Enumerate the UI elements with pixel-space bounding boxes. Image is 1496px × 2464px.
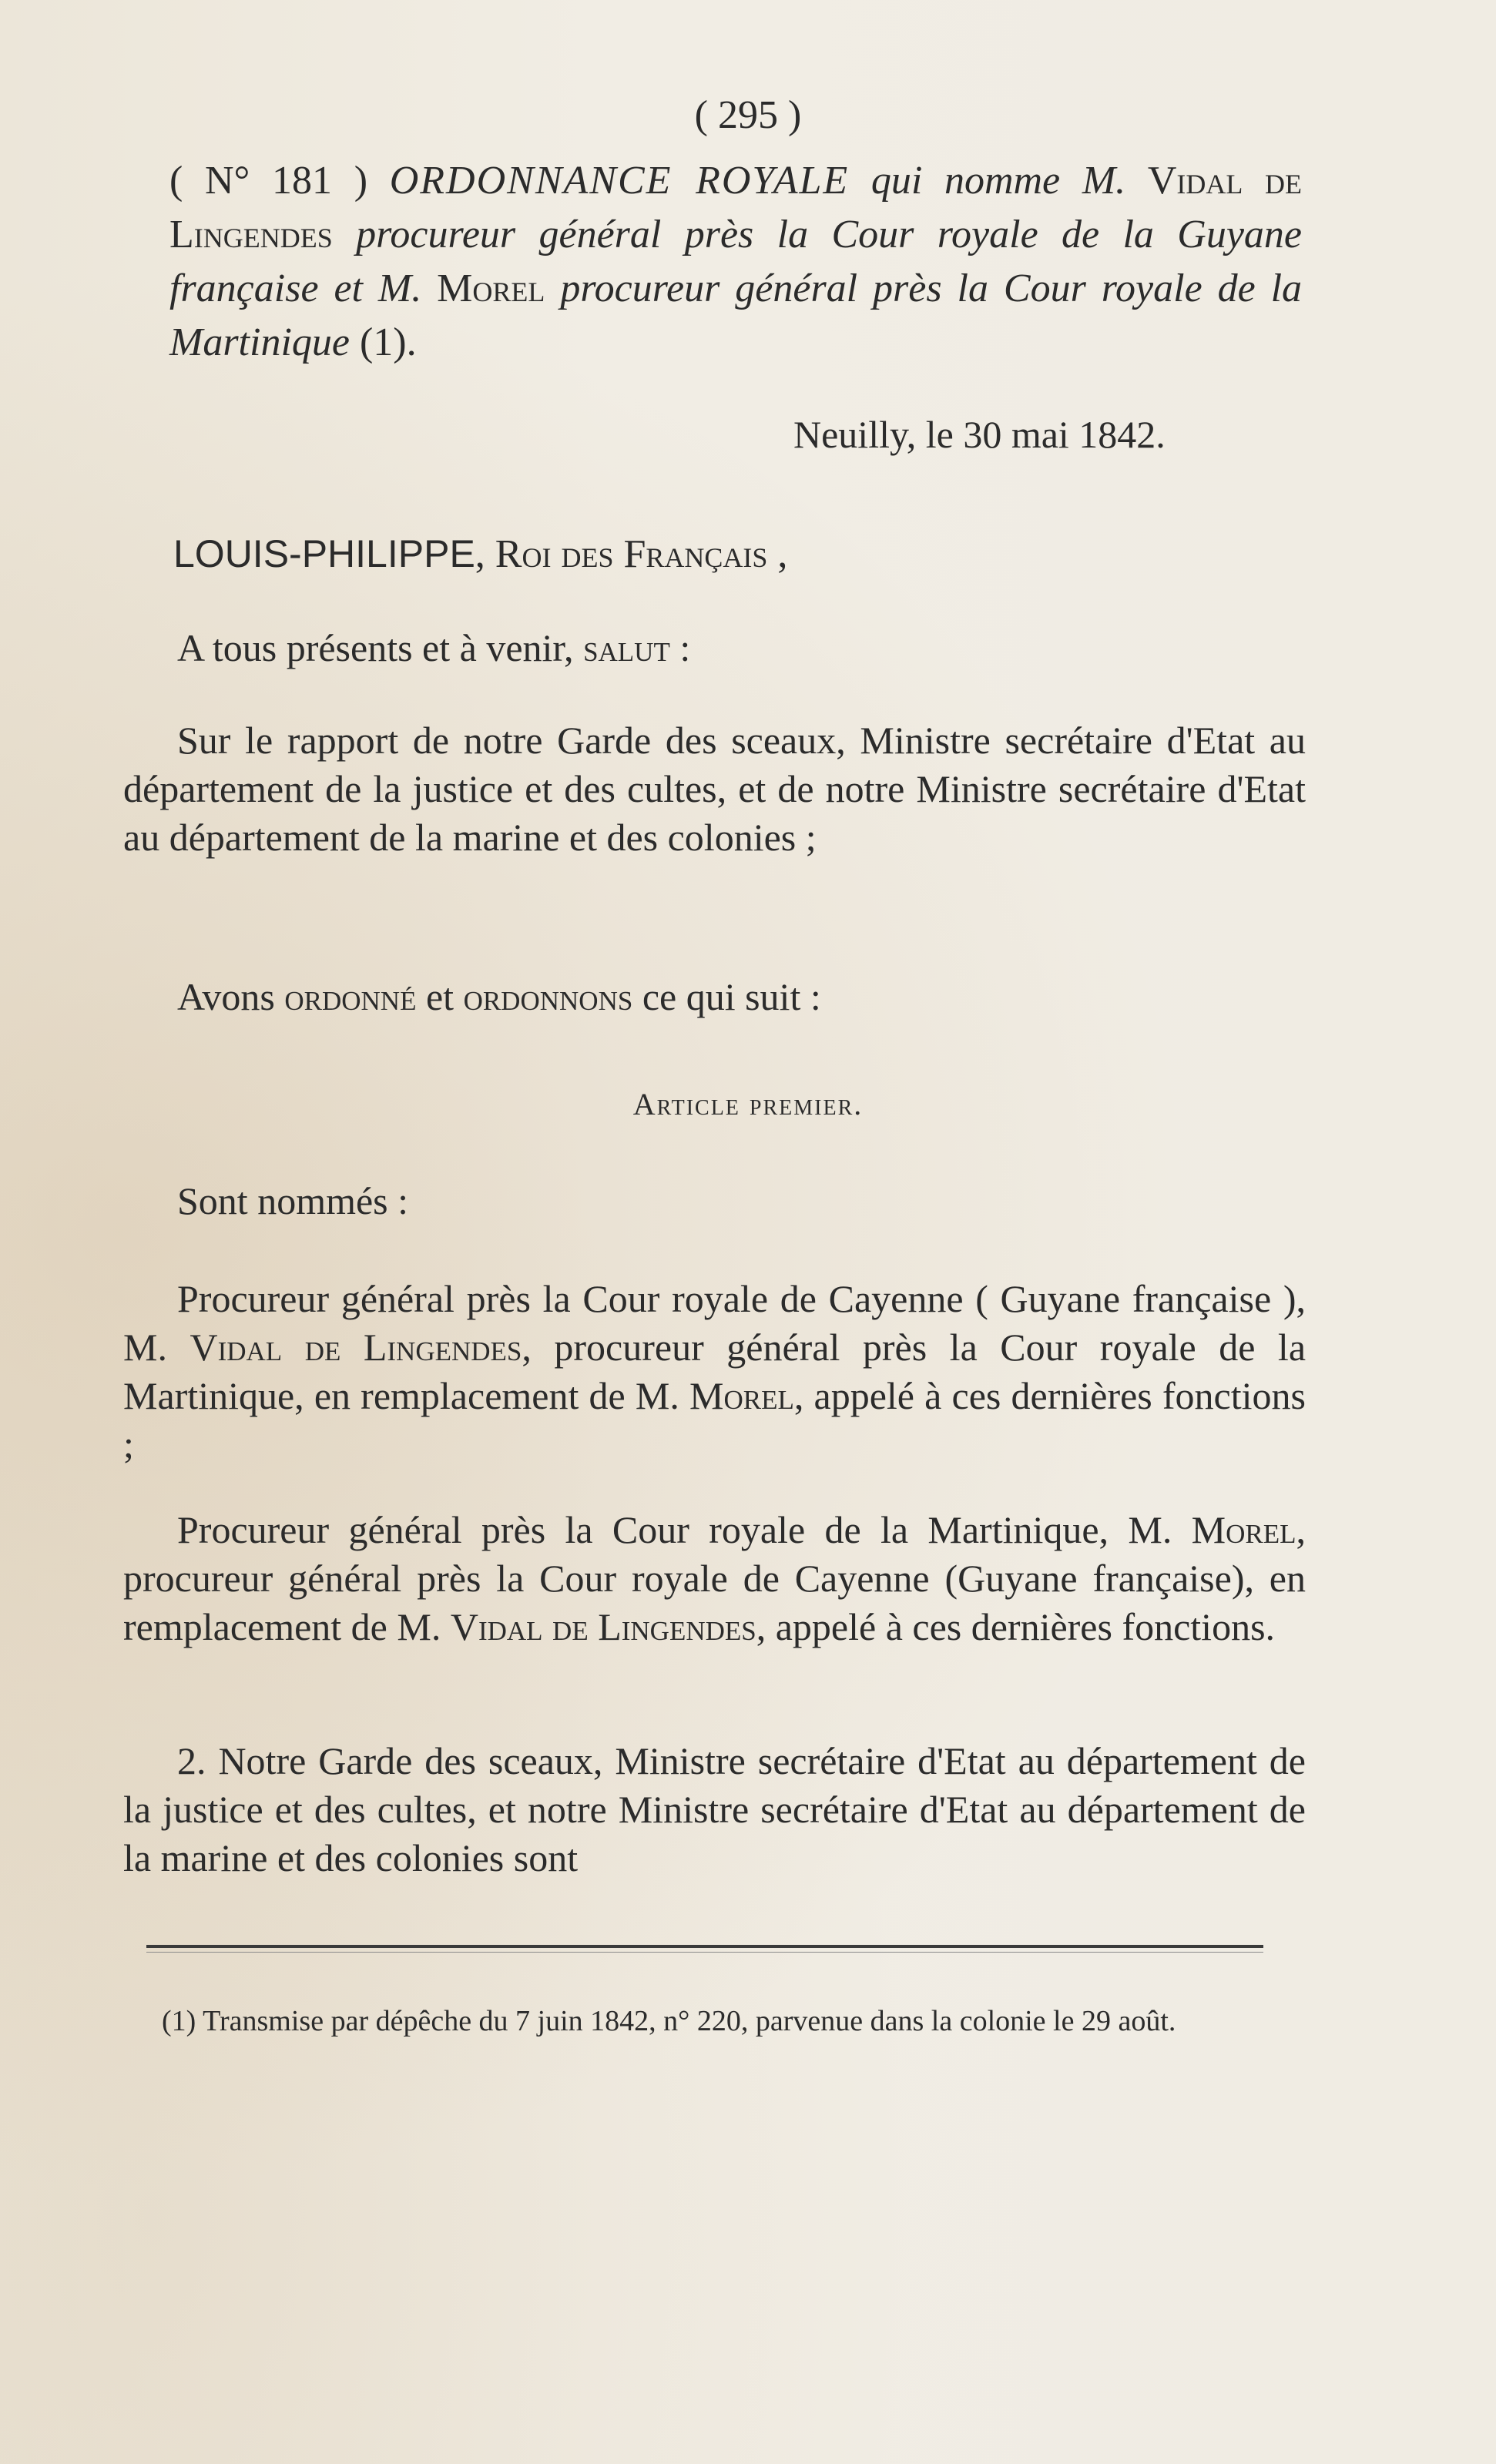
salut-text: A tous présents et à venir, [177, 626, 574, 669]
para2-text-1: Procureur général près la Cour royale de la Martinique, M. [177, 1508, 1172, 1551]
footnote-rule-thin [146, 1952, 1263, 1953]
ordinance-title: ORDONNANCE ROYALE [389, 159, 850, 203]
king-name: LOUIS-PHILIPPE [173, 532, 475, 575]
page-number: ( 295 ) [694, 93, 802, 137]
para1-name-morel: Morel [689, 1374, 794, 1417]
para1-text-1: Procureur général près la Cour royale de Cayenne ( Guyane française ), M. [123, 1277, 1306, 1369]
appointment-paragraph-1 [123, 1275, 1306, 1469]
para1-name-vidal: Vidal de Lingendes [190, 1326, 522, 1369]
para1-text-3: , appelé à ces dernières fonctions ; [123, 1374, 1306, 1466]
para2-text-3: , appelé à ces dernières fonctions. [756, 1605, 1276, 1648]
avons-word-ordonnons: ordonnons [463, 975, 633, 1018]
para2-text-2: , procureur général près la Cour royale de Cayenne (Guyane française), en remplacement de M. [123, 1508, 1306, 1648]
date-line: Neuilly, le 30 mai 1842. [793, 413, 1166, 456]
header-text-2: procureur général près la Cour royale de la Guyane française et M. [169, 213, 1302, 310]
salut-word: salut : [583, 626, 691, 669]
para2-name-vidal: Vidal de Lingendes [450, 1605, 756, 1648]
king-title: , Roi des Français , [475, 532, 788, 576]
header-note-ref: (1). [359, 320, 417, 364]
article-2-paragraph: 2. Notre Garde des sceaux, Ministre secrétaire d'Etat au département de la justice et des cultes, et notre Ministre secrétaire d'Etat au département de la marine et des colonies sont [123, 1739, 1306, 1879]
avons-text-3: ce qui suit : [642, 975, 821, 1018]
para1-text-2: , procureur général près la Cour royale de la Martinique, en remplacement de M. [123, 1326, 1306, 1417]
para2-name-morel: Morel [1191, 1508, 1296, 1551]
king-line [173, 531, 1175, 577]
avons-word-ordonne: ordonné [284, 975, 417, 1018]
article-heading: Article premier. [632, 1087, 864, 1121]
avons-text-2: et [425, 975, 455, 1018]
footnote-rule [146, 1945, 1263, 1948]
avons-text-1: Avons [177, 975, 275, 1018]
ordinance-number: ( N° 181 ) [169, 159, 368, 203]
ordinance-header [169, 154, 1302, 370]
header-name-morel: Morel [437, 267, 545, 310]
header-text-3: procureur général près la Cour royale de la Martinique [169, 267, 1303, 364]
appointment-paragraph-2 [123, 1506, 1306, 1651]
footnote: (1) Transmise par dépêche du 7 juin 1842, n° 220, parvenue dans la colonie le 29 août. [162, 2005, 1176, 2037]
avons-line [177, 974, 1256, 1019]
sont-nommes: Sont nommés : [177, 1179, 409, 1222]
salut-line [177, 625, 1256, 670]
rapport-paragraph: Sur le rapport de notre Garde des sceaux, Ministre secrétaire d'Etat au département de la justice et des cultes, et de notre Ministre secrétaire d'Etat au département de la marine et des colonies ; [123, 719, 1306, 859]
header-name-vidal: Vidal de Lingendes [169, 159, 1303, 256]
header-text-1: qui nomme M. [870, 159, 1126, 203]
